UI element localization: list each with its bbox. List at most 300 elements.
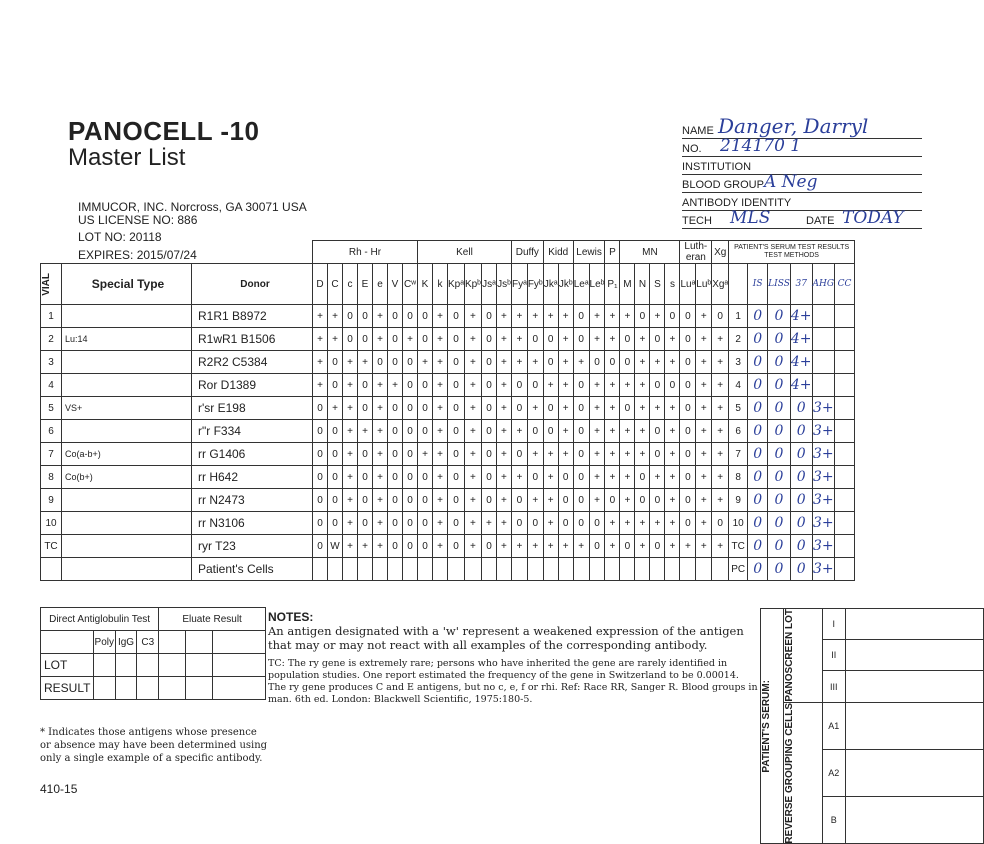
antigen-cell: + — [635, 443, 650, 466]
antigen-cell: + — [696, 443, 712, 466]
antigen-cell: + — [696, 374, 712, 397]
result-cell[interactable]: 0 — [748, 420, 768, 443]
special-type-cell — [62, 420, 192, 443]
antigen-cell: 0 — [573, 305, 589, 328]
antigen-header: Jsᵇ — [496, 264, 511, 305]
antigen-cell: + — [328, 397, 343, 420]
antigen-cell[interactable] — [605, 558, 620, 581]
antigen-cell: 0 — [573, 512, 589, 535]
footnote: * Indicates those antigens whose presence or absence may have been determined using only a single example of a specific antibody. — [40, 727, 268, 764]
antigen-cell[interactable] — [543, 558, 558, 581]
dat-cell[interactable] — [159, 654, 186, 677]
antigen-cell: + — [650, 305, 665, 328]
antigen-cell: + — [635, 512, 650, 535]
dat-cell[interactable] — [93, 677, 115, 700]
vial-cell: 9 — [41, 489, 62, 512]
donor-cell: ryr T23 — [192, 535, 313, 558]
antigen-header: Leᵇ — [589, 264, 605, 305]
vial-cell: TC — [41, 535, 62, 558]
antigen-cell: + — [680, 535, 696, 558]
dat-cell[interactable] — [137, 654, 159, 677]
antigen-cell: 0 — [635, 305, 650, 328]
antigen-cell: 0 — [712, 512, 729, 535]
antigen-cell: + — [696, 305, 712, 328]
antigen-cell: + — [665, 535, 680, 558]
result-cell[interactable]: 0 — [768, 512, 791, 535]
antigen-cell: + — [464, 397, 481, 420]
antigen-cell: + — [543, 374, 558, 397]
result-cell[interactable]: 0 — [768, 535, 791, 558]
antigen-cell: 0 — [481, 351, 496, 374]
result-cell[interactable]: 0 — [748, 512, 768, 535]
antigen-header: Luᵇ — [696, 264, 712, 305]
antigen-cell: 0 — [448, 489, 465, 512]
group-header: Duffy — [511, 241, 543, 264]
antigen-cell: 0 — [403, 305, 418, 328]
antigen-cell: 0 — [481, 489, 496, 512]
result-cell[interactable]: 0 — [748, 351, 768, 374]
vial-cell: 6 — [41, 420, 62, 443]
special-type-cell — [62, 305, 192, 328]
result-cell[interactable]: 0 — [748, 535, 768, 558]
antigen-cell[interactable] — [496, 558, 511, 581]
row-index: 8 — [729, 466, 748, 489]
result-cell[interactable] — [835, 374, 855, 397]
special-type-cell: Co(a-b+) — [62, 443, 192, 466]
dat-cell[interactable] — [115, 677, 137, 700]
antigen-cell: 0 — [328, 466, 343, 489]
antigen-cell: + — [464, 351, 481, 374]
antigen-cell: 0 — [358, 397, 373, 420]
antigen-cell: + — [433, 443, 448, 466]
group-header: Kidd — [543, 241, 573, 264]
antigen-cell: 0 — [418, 420, 433, 443]
result-cell[interactable]: 0 — [768, 443, 791, 466]
antigen-cell[interactable] — [418, 558, 433, 581]
expiry-date: EXPIRES: 2015/07/24 — [78, 248, 197, 262]
antigen-cell: + — [373, 535, 388, 558]
result-cell[interactable]: 0 — [790, 420, 812, 443]
antigen-cell: + — [589, 489, 605, 512]
antigen-cell: 0 — [448, 535, 465, 558]
table-row — [41, 328, 855, 351]
antigen-cell: + — [433, 489, 448, 512]
antigen-cell: 0 — [388, 328, 403, 351]
antigen-cell: + — [712, 466, 729, 489]
antigen-cell: + — [696, 535, 712, 558]
result-cell[interactable]: 0 — [790, 443, 812, 466]
antigen-cell: + — [620, 466, 635, 489]
antigen-cell: + — [712, 397, 729, 420]
result-cell[interactable] — [835, 351, 855, 374]
result-cell[interactable]: 0 — [768, 420, 791, 443]
antigen-cell: 0 — [418, 305, 433, 328]
group-header: Rh - Hr — [313, 241, 418, 264]
antigen-cell: 0 — [620, 351, 635, 374]
antigen-header: Kpᵇ — [464, 264, 481, 305]
result-cell[interactable]: 0 — [768, 466, 791, 489]
antigen-header: Cʷ — [403, 264, 418, 305]
page-title: PANOCELL -10 — [68, 116, 260, 146]
antigen-cell[interactable] — [696, 558, 712, 581]
antigen-cell[interactable] — [589, 558, 605, 581]
antigen-header: S — [650, 264, 665, 305]
antigen-cell: + — [464, 420, 481, 443]
antigen-cell: 0 — [403, 420, 418, 443]
antigen-cell: 0 — [313, 512, 328, 535]
antigen-cell: + — [558, 374, 573, 397]
dat-cell[interactable] — [93, 654, 115, 677]
antigen-cell: + — [496, 512, 511, 535]
dat-c3: C3 — [137, 631, 159, 654]
result-cell[interactable] — [835, 558, 855, 581]
number-label: NO. — [682, 143, 702, 155]
dat-cell[interactable] — [186, 654, 213, 677]
antigen-cell[interactable] — [712, 558, 729, 581]
antigen-cell: + — [343, 443, 358, 466]
antigen-cell: + — [496, 328, 511, 351]
result-cell[interactable]: 0 — [768, 374, 791, 397]
result-cell[interactable]: 3+ — [812, 443, 835, 466]
special-type-cell: Co(b+) — [62, 466, 192, 489]
result-cell[interactable]: 0 — [748, 374, 768, 397]
antigen-cell[interactable] — [481, 558, 496, 581]
name-field[interactable]: Danger, Darryl — [718, 114, 869, 138]
antigen-cell[interactable] — [558, 558, 573, 581]
result-cell[interactable] — [812, 328, 835, 351]
result-cell[interactable] — [835, 443, 855, 466]
vial-cell: 1 — [41, 305, 62, 328]
row-index: 5 — [729, 397, 748, 420]
antigen-cell: + — [418, 443, 433, 466]
antigen-cell: + — [543, 305, 558, 328]
table-row — [41, 466, 855, 489]
serum-result-cell[interactable] — [845, 702, 983, 749]
result-cell[interactable]: 0 — [748, 558, 768, 581]
result-cell[interactable]: 0 — [790, 397, 812, 420]
antigen-cell: + — [511, 535, 527, 558]
antigen-cell: + — [343, 351, 358, 374]
group-header: Kell — [418, 241, 512, 264]
method-header[interactable]: LISS — [768, 264, 791, 305]
serum-result-cell[interactable] — [845, 609, 983, 640]
result-cell[interactable]: 3+ — [812, 489, 835, 512]
result-cell[interactable]: 0 — [748, 305, 768, 328]
antigen-cell: 0 — [328, 512, 343, 535]
antigen-cell: 0 — [481, 535, 496, 558]
result-cell[interactable] — [812, 374, 835, 397]
result-cell[interactable]: 3+ — [812, 466, 835, 489]
table-row — [41, 305, 855, 328]
antigen-cell: + — [605, 305, 620, 328]
antigen-cell[interactable] — [620, 558, 635, 581]
result-cell[interactable]: 3+ — [812, 397, 835, 420]
antigen-cell[interactable] — [373, 558, 388, 581]
date-field[interactable]: TODAY — [842, 208, 904, 228]
antigen-cell: 0 — [481, 420, 496, 443]
antigen-cell: + — [313, 374, 328, 397]
antigen-header: Leᵃ — [573, 264, 589, 305]
result-cell[interactable]: 0 — [748, 443, 768, 466]
antigen-cell: + — [543, 535, 558, 558]
antigen-cell: + — [712, 351, 729, 374]
result-cell[interactable]: 4+ — [790, 374, 812, 397]
antigen-header: Jkᵇ — [558, 264, 573, 305]
result-cell[interactable]: 0 — [790, 512, 812, 535]
result-cell[interactable] — [835, 535, 855, 558]
antigen-cell: 0 — [573, 328, 589, 351]
antigen-cell: + — [665, 420, 680, 443]
dat-result-label: RESULT — [41, 677, 94, 700]
result-cell[interactable]: 0 — [748, 489, 768, 512]
antigen-cell: + — [605, 466, 620, 489]
antigen-cell: + — [358, 351, 373, 374]
lot-number: LOT NO: 20118 — [78, 230, 162, 244]
special-type-cell — [62, 351, 192, 374]
antigen-cell: + — [605, 420, 620, 443]
serum-result-cell[interactable] — [845, 671, 983, 702]
antigen-cell: + — [496, 420, 511, 443]
panoscreen-lot-label: PANOSCREEN LOT — [784, 609, 795, 702]
antigen-cell: 0 — [403, 489, 418, 512]
antigen-cell: + — [696, 351, 712, 374]
table-row — [41, 489, 855, 512]
result-cell[interactable]: 3+ — [812, 420, 835, 443]
dat-cell[interactable] — [137, 677, 159, 700]
form-number: 410-15 — [40, 782, 78, 796]
antigen-cell: + — [620, 443, 635, 466]
antigen-cell: 0 — [448, 328, 465, 351]
antigen-header: K — [418, 264, 433, 305]
antigen-header: c — [343, 264, 358, 305]
antigen-cell: 0 — [650, 328, 665, 351]
antigen-cell: + — [696, 420, 712, 443]
antigen-cell: 0 — [328, 443, 343, 466]
antigen-cell: 0 — [680, 397, 696, 420]
result-cell[interactable]: 0 — [790, 489, 812, 512]
special-type-cell: VS+ — [62, 397, 192, 420]
result-cell[interactable]: 0 — [748, 466, 768, 489]
antigen-cell: 0 — [328, 489, 343, 512]
serum-result-cell[interactable] — [845, 796, 983, 843]
antigen-cell[interactable] — [328, 558, 343, 581]
antigen-cell: 0 — [343, 328, 358, 351]
dat-igg: IgG — [115, 631, 137, 654]
blood-group-label: BLOOD GROUP — [682, 179, 764, 191]
antigen-header: Fyᵇ — [527, 264, 543, 305]
antigen-cell: 0 — [448, 305, 465, 328]
antigen-cell: + — [712, 535, 729, 558]
blood-group-field[interactable]: A Neg — [764, 172, 818, 192]
antigen-cell: + — [558, 397, 573, 420]
result-cell[interactable]: 0 — [790, 535, 812, 558]
antigen-cell[interactable] — [680, 558, 696, 581]
antigen-cell[interactable] — [650, 558, 665, 581]
antigen-cell: + — [373, 397, 388, 420]
donor-cell: r"r F334 — [192, 420, 313, 443]
result-cell[interactable]: 3+ — [812, 558, 835, 581]
antigen-header: N — [635, 264, 650, 305]
result-cell[interactable] — [835, 397, 855, 420]
antigen-header: e — [373, 264, 388, 305]
antigen-cell[interactable] — [388, 558, 403, 581]
antigen-cell: + — [543, 466, 558, 489]
antigen-cell[interactable] — [464, 558, 481, 581]
antigen-cell: + — [650, 466, 665, 489]
result-cell[interactable]: 0 — [768, 558, 791, 581]
result-cell[interactable]: 3+ — [812, 535, 835, 558]
antigen-cell: + — [464, 512, 481, 535]
method-header[interactable]: AHG — [812, 264, 835, 305]
antigen-header: E — [358, 264, 373, 305]
antigen-cell[interactable] — [403, 558, 418, 581]
antigen-cell: 0 — [605, 351, 620, 374]
antigen-cell: + — [496, 397, 511, 420]
antigen-cell[interactable] — [511, 558, 527, 581]
antigen-cell: + — [481, 512, 496, 535]
antigen-cell: 0 — [448, 351, 465, 374]
result-cell[interactable] — [835, 489, 855, 512]
antigen-cell: + — [696, 466, 712, 489]
antigen-cell: + — [343, 420, 358, 443]
method-header[interactable]: CC — [835, 264, 855, 305]
result-cell[interactable]: 4+ — [790, 328, 812, 351]
table-row — [41, 443, 855, 466]
notes-section — [268, 610, 758, 706]
antigen-cell: + — [558, 328, 573, 351]
antigen-cell[interactable] — [527, 558, 543, 581]
antigen-cell[interactable] — [358, 558, 373, 581]
antigen-cell: + — [527, 535, 543, 558]
antigen-cell: 0 — [620, 328, 635, 351]
result-cell[interactable] — [812, 351, 835, 374]
result-cell[interactable]: 0 — [748, 328, 768, 351]
result-cell[interactable]: 0 — [790, 558, 812, 581]
antigen-cell: 0 — [403, 397, 418, 420]
antigen-cell: + — [343, 489, 358, 512]
antigen-cell: + — [373, 305, 388, 328]
result-cell[interactable]: 3+ — [812, 512, 835, 535]
antigen-cell: + — [665, 328, 680, 351]
antigen-cell: 0 — [358, 443, 373, 466]
method-header[interactable]: 37 — [790, 264, 812, 305]
antigen-cell[interactable] — [665, 558, 680, 581]
antigen-cell: 0 — [358, 512, 373, 535]
number-field[interactable]: 214170 1 — [720, 136, 802, 156]
date-label: DATE — [806, 215, 835, 227]
dat-cell[interactable] — [213, 677, 266, 700]
antigen-cell[interactable] — [433, 558, 448, 581]
group-header: Luth-eran — [680, 241, 712, 264]
tech-field[interactable]: MLS — [730, 208, 771, 228]
serum-result-cell[interactable] — [845, 640, 983, 671]
antigen-cell: 0 — [680, 351, 696, 374]
antigen-cell[interactable] — [343, 558, 358, 581]
antigen-cell: 0 — [620, 397, 635, 420]
page-subtitle: Master List — [68, 144, 186, 171]
antigen-cell: 0 — [573, 466, 589, 489]
method-header[interactable]: IS — [748, 264, 768, 305]
antigen-cell: 0 — [511, 397, 527, 420]
antigen-header: P₁ — [605, 264, 620, 305]
antigen-cell: 0 — [543, 328, 558, 351]
dat-cell[interactable] — [159, 677, 186, 700]
table-row — [41, 535, 855, 558]
antigen-cell[interactable] — [313, 558, 328, 581]
antigen-header: Jkᵃ — [543, 264, 558, 305]
antigen-cell: 0 — [650, 489, 665, 512]
antigen-cell: + — [712, 374, 729, 397]
antigen-cell: + — [635, 328, 650, 351]
antigen-cell: 0 — [403, 374, 418, 397]
result-cell[interactable] — [835, 512, 855, 535]
antigen-cell: + — [665, 443, 680, 466]
result-cell[interactable] — [835, 305, 855, 328]
donor-cell: R1wR1 B1506 — [192, 328, 313, 351]
results-header: PATIENT'S SERUM TEST RESULTS TEST METHODS — [729, 241, 855, 264]
reverse-grouping-label: REVERSE GROUPING CELLS — [784, 702, 795, 844]
antigen-cell: + — [464, 374, 481, 397]
special-type-cell — [62, 489, 192, 512]
antigen-cell[interactable] — [635, 558, 650, 581]
result-cell[interactable] — [835, 466, 855, 489]
row-index: 2 — [729, 328, 748, 351]
result-cell[interactable] — [835, 328, 855, 351]
result-cell[interactable]: 4+ — [790, 305, 812, 328]
license-number: US LICENSE NO: 886 — [78, 213, 198, 227]
result-cell[interactable]: 0 — [768, 397, 791, 420]
antigen-cell: + — [605, 535, 620, 558]
result-cell[interactable]: 0 — [768, 489, 791, 512]
dat-cell[interactable] — [186, 677, 213, 700]
antigen-cell: 0 — [680, 328, 696, 351]
antigen-cell: + — [343, 374, 358, 397]
serum-row-label: III — [822, 671, 845, 702]
dat-cell[interactable] — [115, 654, 137, 677]
dat-cell[interactable] — [213, 654, 266, 677]
result-cell[interactable] — [812, 305, 835, 328]
antigen-cell: + — [589, 420, 605, 443]
antigen-cell: 0 — [543, 351, 558, 374]
antigen-cell: 0 — [680, 374, 696, 397]
antigen-cell: + — [527, 351, 543, 374]
antigen-cell: W — [328, 535, 343, 558]
antigen-cell: + — [605, 512, 620, 535]
result-cell[interactable]: 0 — [768, 351, 791, 374]
result-cell[interactable]: 0 — [768, 305, 791, 328]
antigen-cell[interactable] — [448, 558, 465, 581]
patient-cells-row — [41, 558, 855, 581]
antigen-cell: + — [464, 305, 481, 328]
antigen-header: k — [433, 264, 448, 305]
antigen-cell: 0 — [481, 328, 496, 351]
result-cell[interactable] — [835, 420, 855, 443]
result-cell[interactable]: 0 — [790, 466, 812, 489]
antigen-cell[interactable] — [573, 558, 589, 581]
antigen-cell: 0 — [573, 489, 589, 512]
result-cell[interactable]: 0 — [768, 328, 791, 351]
antigen-cell: 0 — [403, 535, 418, 558]
antigen-cell: 0 — [418, 489, 433, 512]
antigen-cell: + — [605, 374, 620, 397]
serum-result-cell[interactable] — [845, 749, 983, 796]
antigen-cell: 0 — [680, 466, 696, 489]
result-cell[interactable]: 0 — [748, 397, 768, 420]
result-cell[interactable]: 4+ — [790, 351, 812, 374]
vial-cell: 7 — [41, 443, 62, 466]
antigen-cell: + — [620, 374, 635, 397]
antigen-cell: 0 — [527, 374, 543, 397]
